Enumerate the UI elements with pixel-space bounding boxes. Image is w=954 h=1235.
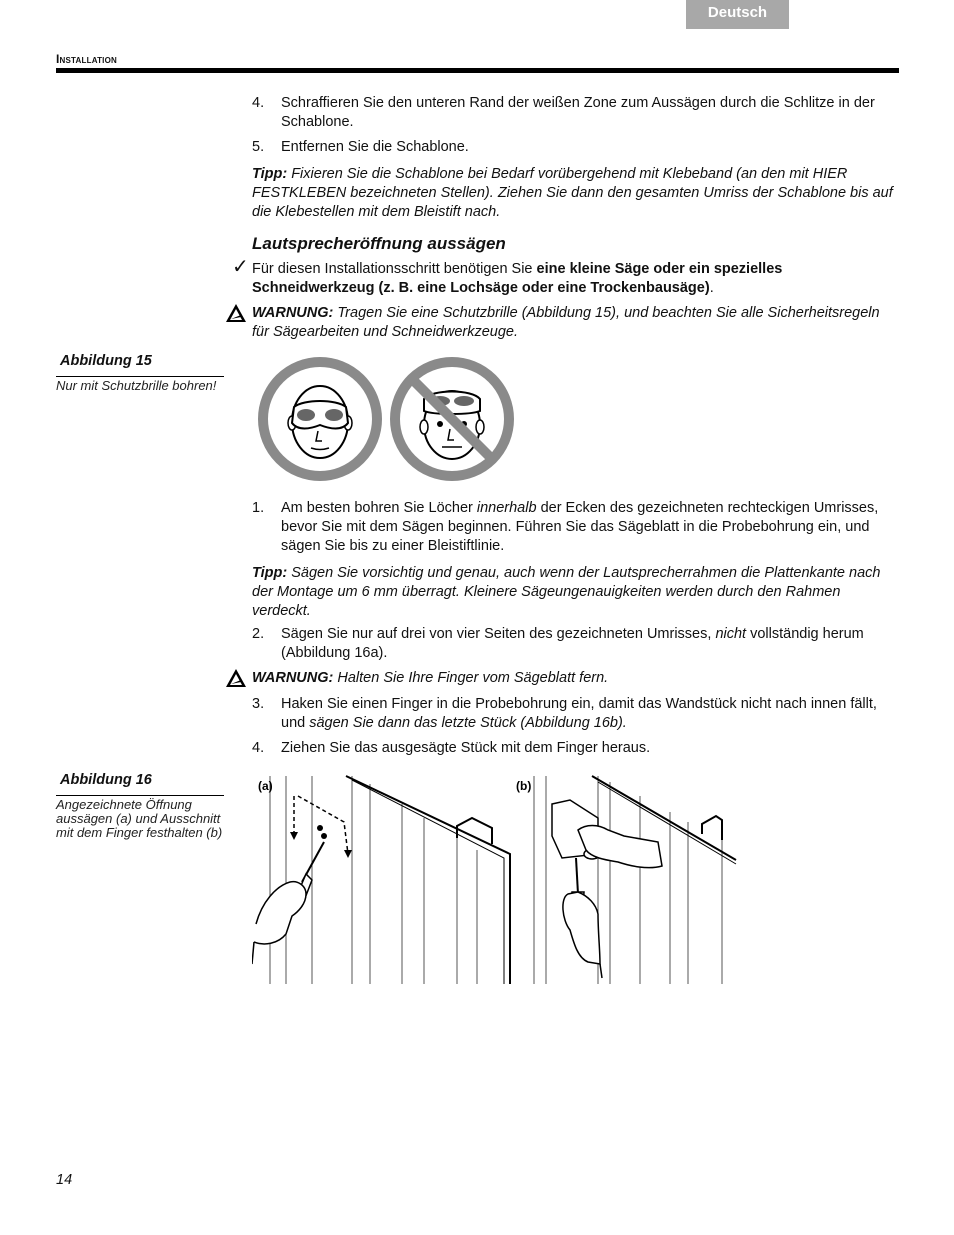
panel-b-label: (b)	[516, 779, 532, 793]
section-rule	[56, 68, 899, 73]
step-number: 3.	[252, 696, 265, 712]
step-number: 2.	[252, 626, 265, 642]
language-tab[interactable]: Deutsch	[686, 0, 789, 29]
tools-note	[252, 260, 898, 298]
figure-label: Abbildung 16	[60, 772, 152, 788]
step-number: 1.	[252, 500, 265, 516]
sawing-illustration	[252, 774, 740, 986]
safety-goggles-illustration	[256, 355, 518, 485]
checkmark-icon: ✓	[232, 256, 249, 278]
page-number: 14	[56, 1172, 73, 1188]
step-number: 5.	[252, 139, 265, 155]
warning-triangle-icon	[225, 303, 247, 323]
step-text: Haken Sie einen Finger in die Probebohrung ein, damit das Wandstück nicht nach innen fällt, und sägen Sie dann das letzte Stück (Abbildung 16b).	[281, 696, 877, 731]
tip-text: Sägen Sie vorsichtig und genau, auch wenn der Lautsprecherrahmen die Plattenkante nach der Montage um 6 mm überragt. Kleinere Sägeungenauigkeiten werden durch den Rahmen verdeckt.	[252, 565, 881, 619]
warning-paragraph	[252, 669, 898, 688]
figure-rule	[56, 795, 224, 796]
figure-caption: Nur mit Schutzbrille bohren!	[56, 378, 217, 393]
step-number: 4.	[252, 740, 265, 756]
panel-b-drawing	[534, 776, 736, 984]
warning-text: Tragen Sie eine Schutzbrille (Abbildung 15), und beachten Sie alle Sicherheitsregeln für Sägearbeiten und Schneidwerkzeuge.	[252, 305, 880, 340]
tip-paragraph	[252, 165, 898, 222]
figure-caption: Angezeichnete Öffnung aussägen (a) und Ausschnitt mit dem Finger festhalten (b)	[56, 797, 223, 840]
warning-label: WARNUNG:	[252, 305, 334, 321]
panel-a-drawing	[252, 776, 510, 984]
warning-paragraph	[252, 304, 898, 342]
section-label: Installation	[56, 52, 117, 66]
goggles-on-forehead-prohibited-icon	[395, 362, 509, 476]
step-text: Entfernen Sie die Schablone.	[281, 139, 469, 155]
tip-text: Fixieren Sie die Schablone bei Bedarf vorübergehend mit Klebeband (an den mit HIER FESTKLEBEN bezeichneten Stellen). Ziehen Sie dann den gesamten Umriss der Schablone bis auf die Klebestellen mit dem Bleistift nach.	[252, 166, 893, 220]
tip-paragraph	[252, 564, 898, 621]
step-text: Sägen Sie nur auf drei von vier Seiten des gezeichneten Umrisses, nicht vollständig herum (Abbildung 16a).	[281, 626, 864, 661]
step-text: Schraffieren Sie den unteren Rand der weißen Zone zum Aussägen durch die Schlitze in der Schablone.	[281, 95, 875, 130]
warning-triangle-icon	[225, 668, 247, 688]
figure-label: Abbildung 15	[60, 353, 152, 369]
step-number: 4.	[252, 95, 265, 111]
tools-note-bold: eine kleine Säge oder ein spezielles Schneidwerkzeug (z. B. eine Lochsäge oder eine Trockenbausäge)	[252, 261, 783, 296]
tools-note-prefix: Für diesen Installationsschritt benötigen Sie	[252, 261, 537, 277]
step-text: Ziehen Sie das ausgesägte Stück mit dem Finger heraus.	[281, 740, 651, 756]
tip-label: Tipp:	[252, 166, 288, 182]
goggles-on-face-icon	[263, 362, 377, 476]
warning-label: WARNUNG:	[252, 670, 334, 686]
tools-note-suffix: .	[709, 280, 714, 296]
panel-a-label: (a)	[258, 779, 273, 793]
tip-label: Tipp:	[252, 565, 288, 581]
step-text: Am besten bohren Sie Löcher innerhalb der Ecken des gezeichneten rechteckigen Umrisses, bevor Sie mit dem Sägen beginnen. Führen Sie das Sägeblatt in die Probebohrung ein, und sägen Sie bis zu einer Bleistiftlinie.	[281, 500, 879, 554]
warning-text: Halten Sie Ihre Finger vom Sägeblatt fern.	[337, 670, 609, 686]
figure-rule	[56, 376, 224, 377]
section-heading: Lautsprecheröffnung aussägen	[252, 234, 506, 253]
